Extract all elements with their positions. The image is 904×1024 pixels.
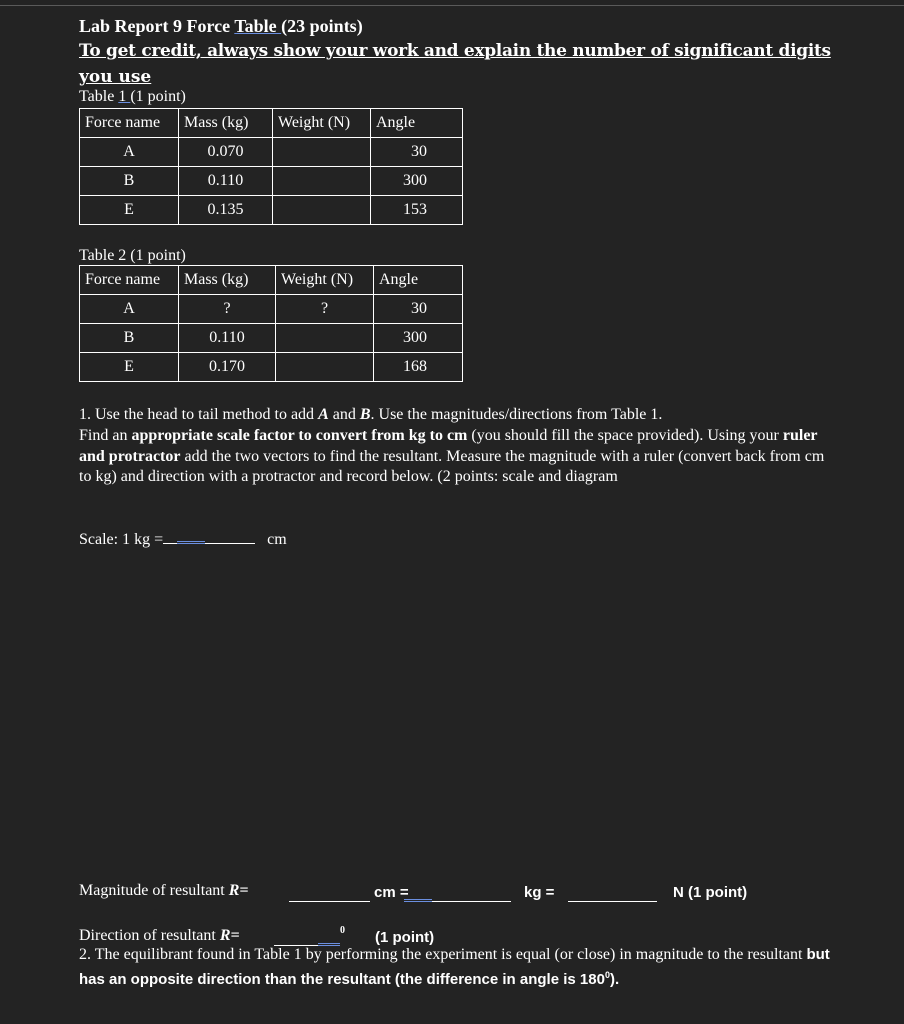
page-title: Lab Report 9 Force Table (23 points) xyxy=(79,16,363,36)
cell-mass: 0.170 xyxy=(179,353,276,382)
diagram-space[interactable] xyxy=(79,560,839,870)
cell-weight[interactable] xyxy=(276,324,374,353)
cell-name: B xyxy=(80,167,179,196)
col-header: Force name xyxy=(80,109,179,138)
magnitude-cm-label: cm = xyxy=(374,884,409,901)
cell-weight[interactable] xyxy=(276,353,374,382)
question2-text: 2. The equilibrant found in Table 1 by performing the experiment is equal (or close) in magnitude to the resultant but has an opposite direction than the resultant (the difference in angle is $180^0$). xyxy=(79,946,830,988)
magnitude-label: Magnitude of resultant R= xyxy=(79,882,249,899)
cell-weight[interactable] xyxy=(273,138,371,167)
direction-points: (1 point) xyxy=(375,929,435,946)
cell-name: B xyxy=(80,324,179,353)
table-row xyxy=(80,295,463,324)
magnitude-cm-input[interactable] xyxy=(289,882,370,902)
magnitude-kg-label: kg = xyxy=(524,884,555,901)
magnitude-n-input[interactable] xyxy=(568,882,657,902)
direction-input[interactable] xyxy=(274,927,318,946)
table-row xyxy=(80,167,463,196)
cell-angle: 168 xyxy=(374,353,463,382)
col-header: Mass (kg) xyxy=(179,266,276,295)
top-border xyxy=(0,5,904,6)
table-header-row xyxy=(80,109,463,138)
table1 xyxy=(79,108,463,225)
cell-weight[interactable] xyxy=(273,196,371,225)
table2 xyxy=(79,265,463,382)
cell-mass: 0.070 xyxy=(179,138,273,167)
table-row xyxy=(80,324,463,353)
col-header: Mass (kg) xyxy=(179,109,273,138)
credit-instructions-cont: you use xyxy=(79,67,152,87)
credit-instructions: To get credit, always show your work and explain the number of significant digits xyxy=(79,41,831,61)
col-header: Force name xyxy=(80,266,179,295)
cell-mass: 0.110 xyxy=(179,167,273,196)
table-header-row xyxy=(80,266,463,295)
degree-symbol: 0 xyxy=(340,925,345,936)
table2-caption: Table 2 (1 point) xyxy=(79,247,186,264)
magnitude-blank-mark xyxy=(404,882,432,902)
cell-angle: 300 xyxy=(371,167,463,196)
cell-weight[interactable] xyxy=(273,167,371,196)
direction-label: Direction of resultant R= xyxy=(79,927,240,944)
direction-blank-mark xyxy=(318,927,340,946)
cell-mass: 0.110 xyxy=(179,324,276,353)
col-header: Angle xyxy=(374,266,463,295)
col-header: Weight (N) xyxy=(276,266,374,295)
magnitude-kg-input[interactable] xyxy=(432,882,511,902)
scale-input[interactable] xyxy=(205,543,255,544)
cell-angle: 300 xyxy=(374,324,463,353)
magnitude-n-label: N (1 point) xyxy=(673,884,748,901)
scale-line xyxy=(79,531,287,549)
cell-name: E xyxy=(80,353,179,382)
scale-blank-mark xyxy=(177,541,205,544)
table-row xyxy=(80,138,463,167)
scale-label: Scale: 1 kg = xyxy=(79,531,164,548)
col-header: Weight (N) xyxy=(273,109,371,138)
cell-angle: 30 xyxy=(371,138,463,167)
cell-name: A xyxy=(80,295,179,324)
table-row xyxy=(80,353,463,382)
cell-name: E xyxy=(80,196,179,225)
col-header: Angle xyxy=(371,109,463,138)
table-row xyxy=(80,196,463,225)
cell-mass[interactable]: ? xyxy=(179,295,276,324)
scale-unit: cm xyxy=(267,531,287,548)
cell-mass: 0.135 xyxy=(179,196,273,225)
question1-text: 1. Use the head to tail method to add A and B. Use the magnitudes/directions from Table 1. Find an appropriate scale factor to convert from kg to cm (you should fill the space provided). Using your ruler and protractor add the two vectors to find the resultant. Measure the magnitude with a ruler (convert back from cm to kg) and direction with a protractor and record below. (2 points: scale and diagram xyxy=(79,406,825,486)
cell-weight[interactable]: ? xyxy=(276,295,374,324)
table1-caption: Table 1 (1 point) xyxy=(79,88,186,105)
cell-angle: 30 xyxy=(374,295,463,324)
cell-name: A xyxy=(80,138,179,167)
cell-angle: 153 xyxy=(371,196,463,225)
